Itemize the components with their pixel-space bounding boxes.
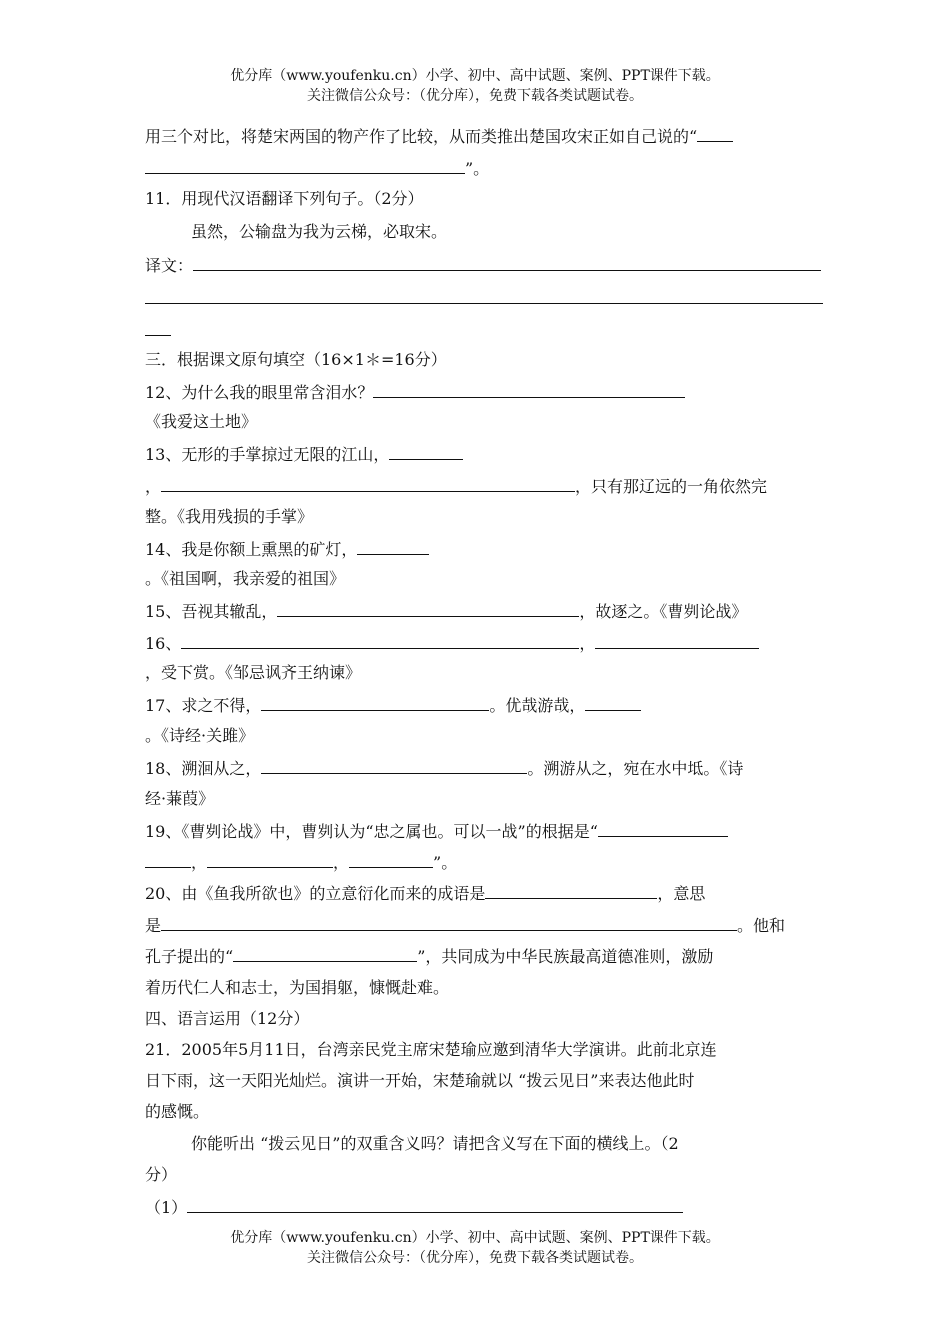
answer-blank[interactable] <box>585 694 641 711</box>
answer-blank[interactable] <box>181 632 579 649</box>
answer-blank[interactable] <box>145 157 465 174</box>
answer-blank[interactable] <box>697 125 733 142</box>
answer-blank[interactable] <box>145 851 191 868</box>
source-title: 经·蒹葭》 <box>145 789 215 808</box>
answer-blank[interactable] <box>161 475 575 492</box>
text-line: 日下雨，这一天阳光灿烂。演讲一开始，宋楚瑜就以 “拨云见日”来表达他此时 <box>145 1071 695 1090</box>
text-line: ， ， ”。 <box>145 851 457 874</box>
answer-rule[interactable] <box>145 335 171 336</box>
answer-blank[interactable] <box>485 882 657 899</box>
question-21: 21．2005年5月11日，台湾亲民党主席宋楚瑜应邀到清华大学演讲。此前北京连 <box>145 1040 717 1059</box>
question-14: 14、我是你额上熏黑的矿灯， <box>145 538 429 561</box>
answer-blank[interactable] <box>187 1196 683 1213</box>
question-17: 17、求之不得， 。优哉游哉， <box>145 694 641 717</box>
question-11-sentence: 虽然，公输盘为我为云梯，必取宋。 <box>191 222 448 241</box>
text-line: 分） <box>145 1165 178 1184</box>
source-title: ，受下赏。《邹忌讽齐王纳谏》 <box>145 663 362 682</box>
page-header <box>0 66 950 106</box>
answer-blank[interactable] <box>161 914 737 931</box>
question-12: 12、为什么我的眼里常含泪水？ <box>145 381 685 404</box>
text-line: 孔子提出的“ ”，共同成为中华民族最高道德准则，激励 <box>145 947 714 966</box>
text-line: 着历代仁人和志士，为国捐躯，慷慨赴难。 <box>145 978 450 997</box>
source-title: 《我爱这土地》 <box>145 412 258 431</box>
answer-blank[interactable] <box>277 600 579 617</box>
answer-blank[interactable] <box>233 945 417 962</box>
answer-rule[interactable] <box>145 303 823 304</box>
answer-blank[interactable] <box>261 694 489 711</box>
answer-blank[interactable] <box>357 538 429 555</box>
question-11: 11．用现代汉语翻译下列句子。（2分） <box>145 189 424 208</box>
question-16: 16、 ， <box>145 632 759 655</box>
text-line: 是 。他和 <box>145 916 786 935</box>
text-line: 的感慨。 <box>145 1102 210 1121</box>
section-3-heading: 三．根据课文原句填空（16×1＊=16分） <box>145 350 447 369</box>
answer-blank[interactable] <box>389 443 463 460</box>
answer-blank[interactable] <box>349 851 433 868</box>
answer-blank[interactable] <box>598 820 728 837</box>
footer-line-2: 关注微信公众号：（优分库），免费下载各类试题试卷。 <box>307 1250 643 1266</box>
text-line: ， ，只有那辽远的一角依然完 <box>145 477 768 496</box>
answer-item-1: （1） <box>145 1196 683 1219</box>
source-title: 。《诗经·关雎》 <box>145 726 255 745</box>
question-13: 13、无形的手掌掠过无限的江山， <box>145 443 463 466</box>
answer-blank[interactable] <box>193 254 821 271</box>
header-line-1: 优分库（www.youfenku.cn）小学、初中、高中试题、案例、PPT课件下载。 <box>230 68 720 84</box>
section-4-heading: 四、语言运用（12分） <box>145 1009 310 1028</box>
page-footer <box>0 1228 950 1268</box>
answer-blank[interactable] <box>261 757 527 774</box>
answer-blank[interactable] <box>595 632 759 649</box>
source-title: 。《祖国啊，我亲爱的祖国》 <box>145 569 346 588</box>
question-15: 15、吾视其辙乱， ，故逐之。《曹刿论战》 <box>145 602 748 621</box>
question-19: 19、《曹刿论战》中，曹刿认为“忠之属也。可以一战”的根据是“ <box>145 820 728 843</box>
answer-blank[interactable] <box>207 851 333 868</box>
header-line-2: 关注微信公众号：（优分库），免费下载各类试题试卷。 <box>307 88 643 104</box>
text-line: 你能听出 “拨云见日”的双重含义吗？请把含义写在下面的横线上。（2 <box>191 1134 679 1153</box>
translation-line: 译文： <box>145 254 821 277</box>
answer-blank[interactable] <box>373 381 685 398</box>
text-line: 整。《我用残损的手掌》 <box>145 507 314 526</box>
question-18: 18、溯洄从之， 。溯游从之，宛在水中坻。《诗 <box>145 759 744 778</box>
question-20: 20、由《鱼我所欲也》的立意衍化而来的成语是 ，意思 <box>145 884 706 903</box>
text-line: ”。 <box>145 157 489 180</box>
text-line: 用三个对比，将楚宋两国的物产作了比较，从而类推出楚国攻宋正如自己说的“ <box>145 125 733 148</box>
footer-line-1: 优分库（www.youfenku.cn）小学、初中、高中试题、案例、PPT课件下载。 <box>230 1230 720 1246</box>
